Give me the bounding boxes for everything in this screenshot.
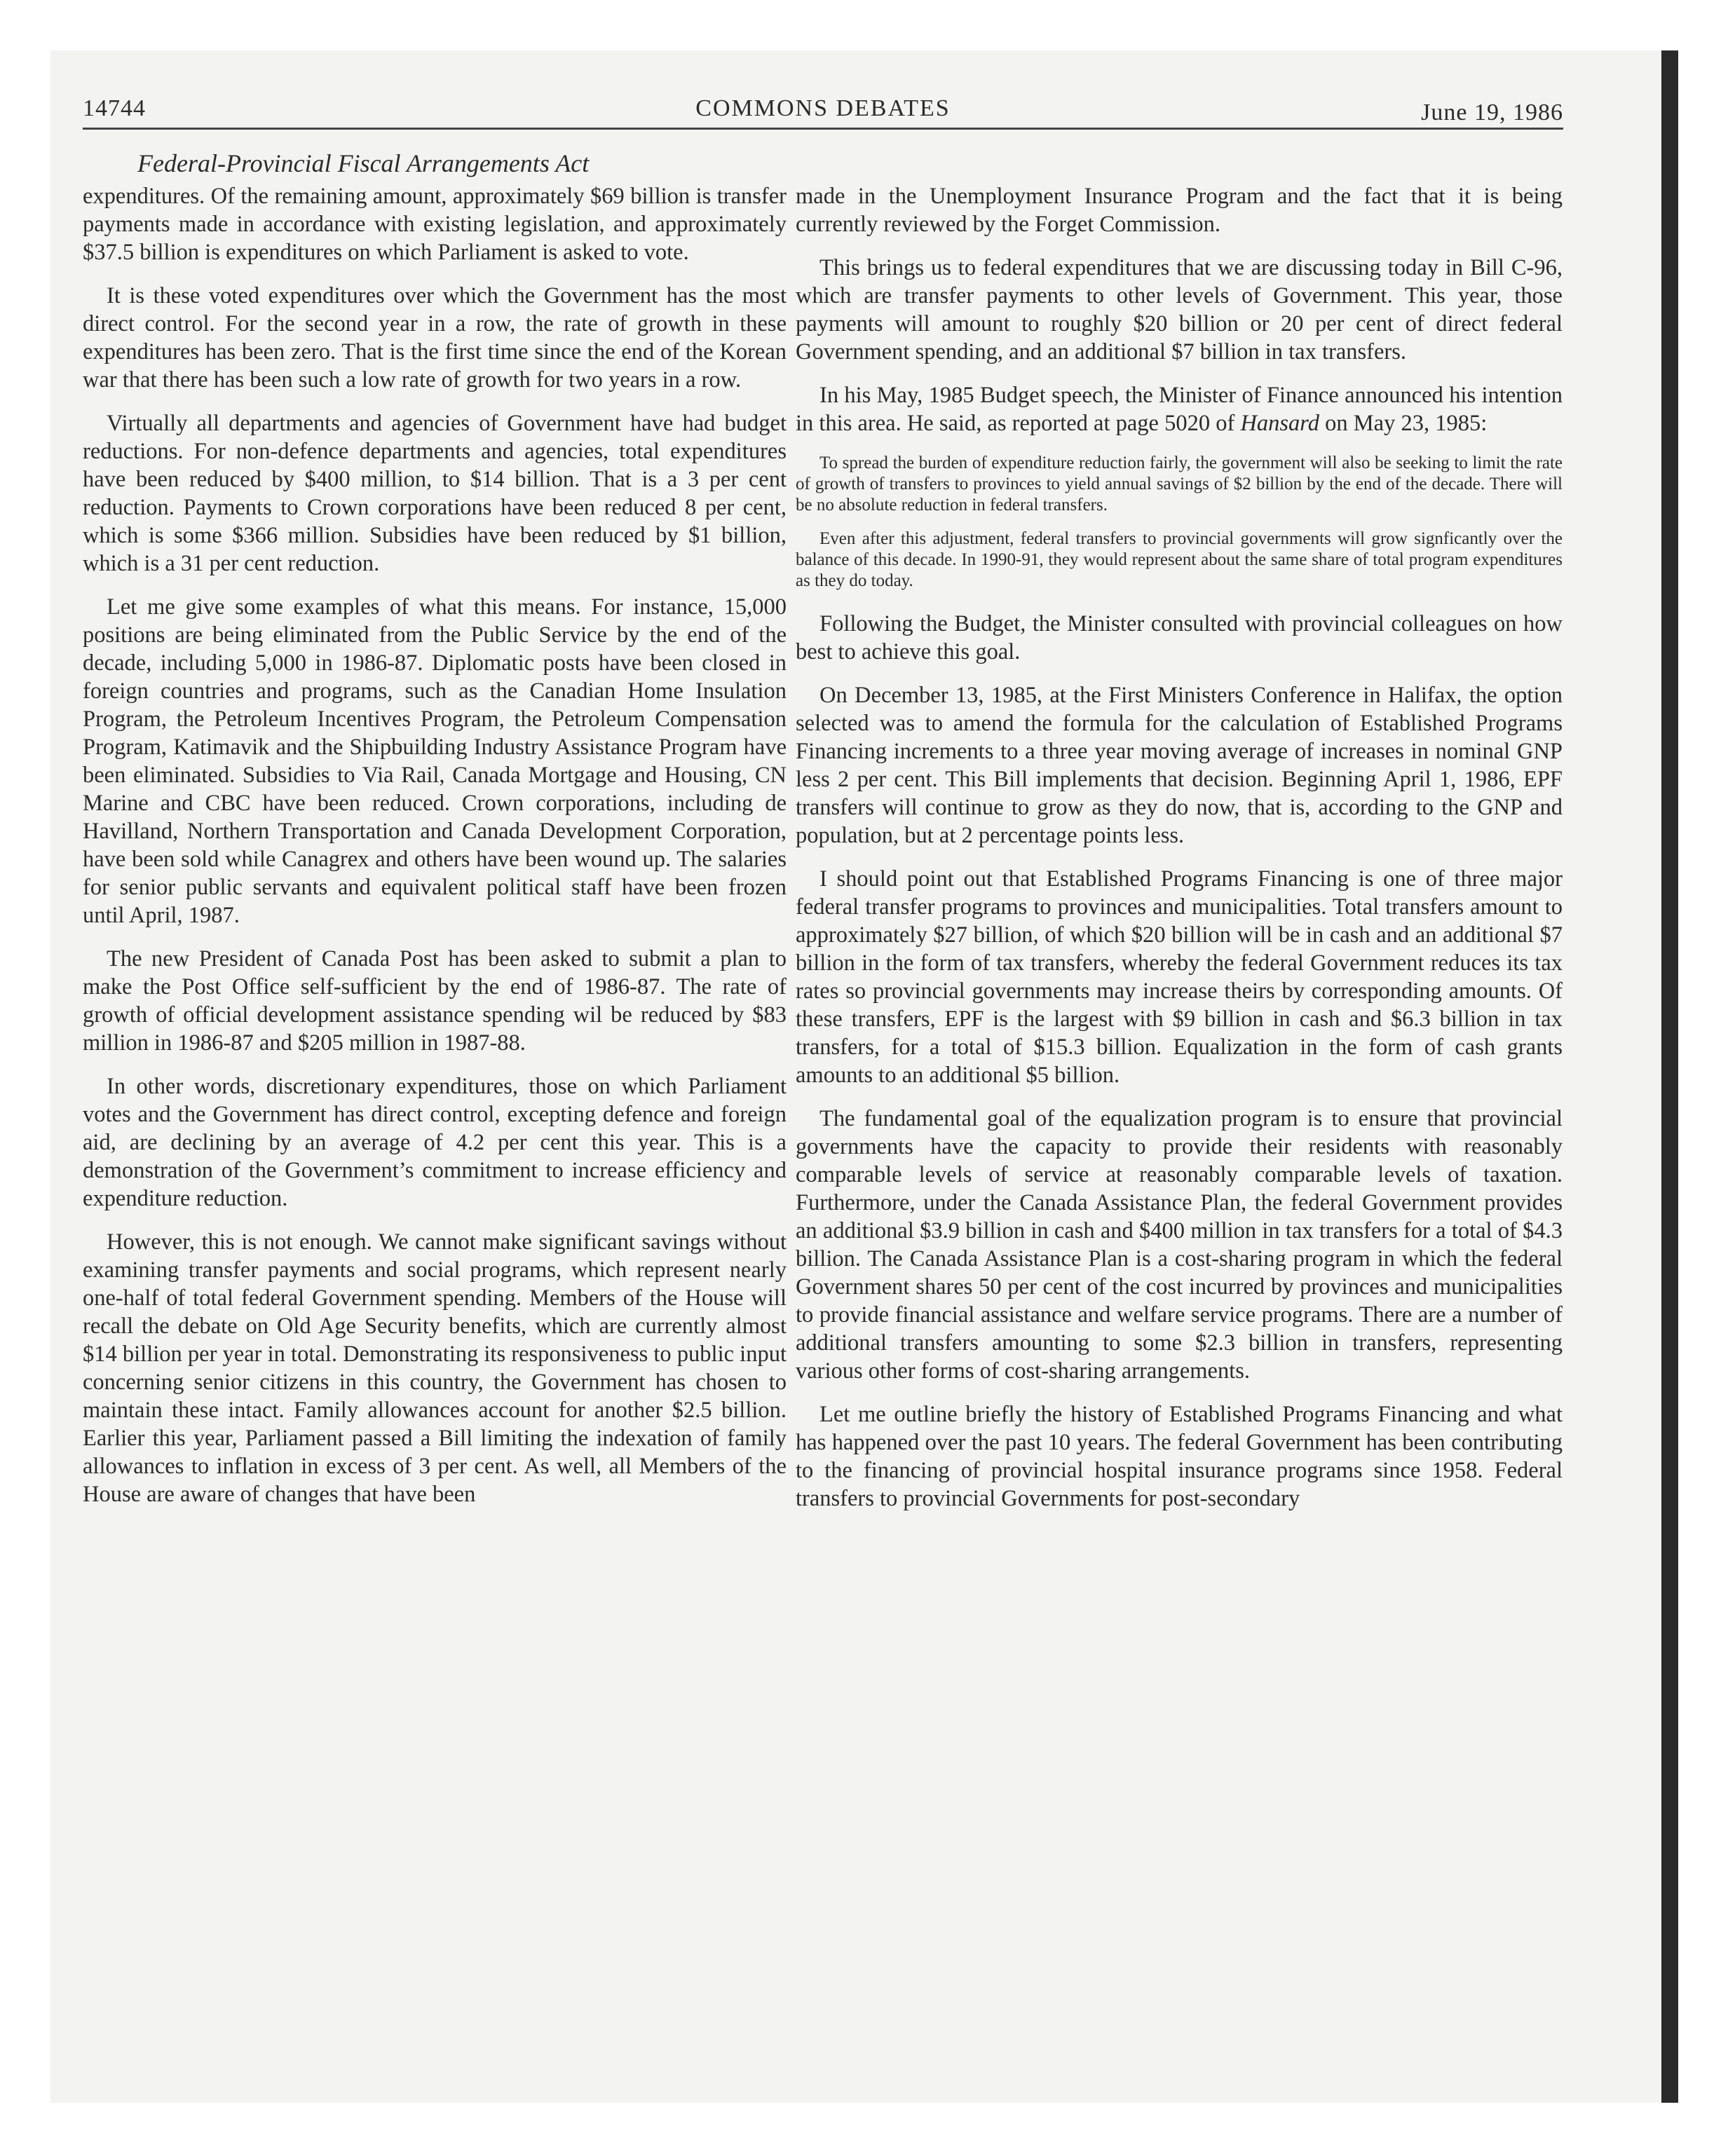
- paragraph-text: on May 23, 1985:: [1319, 411, 1488, 436]
- section-subhead: Federal-Provincial Fiscal Arrangements Act: [137, 149, 590, 177]
- paragraph: I should point out that Established Programs Financing is one of three major federal transfer programs to provinces and municipalities. Total transfers amount to approximately $27 billion, of which $20 billion will be in cash and an additional $7 billion in the form of tax transfers, whereby the federal Government reduces its tax rates so provincial governments may increase theirs by corresponding amounts. Of these transfers, EPF is the largest with $9 billion in cash and $6.3 billion in tax transfers, for a total of $15.3 billion. Equalization in the form of cash grants amounts to an additional $5 billion.: [796, 866, 1563, 1088]
- block-quote: To spread the burden of expenditure reduction fairly, the government will also be seeking to limit the rate of growth of transfers to provinces to yield annual savings of $2 billion by the end of the decade. There will be no absolute reduction in federal transfers.: [796, 453, 1563, 514]
- paragraph: However, this is not enough. We cannot make significant savings without examining transfer payments and social programs, which represent nearly one-half of total federal Government spending. Members of the House will recall the debate on Old Age Security benefits, which are currently almost $14 billion per year in total. Demonstrating its responsiveness to public input concerning senior citizens in this country, the Government has chosen to maintain these intact. Family allowances account for another $2.5 billion. Earlier this year, Parliament passed a Bill limiting the indexation of family allowances to inflation in excess of 3 per cent. As well, all Members of the House are aware of changes that have been: [83, 1229, 787, 1507]
- paragraph: On December 13, 1985, at the First Ministers Conference in Halifax, the option selected was to amend the formula for the calculation of Established Programs Financing increments to a three year moving average of increases in nominal GNP less 2 per cent. This Bill implements that decision. Beginning April 1, 1986, EPF transfers will continue to grow as they do now, that is, according to the GNP and population, but at 2 percentage points less.: [796, 683, 1563, 848]
- paragraph: Let me outline briefly the history of Established Programs Financing and what has happened over the past 10 years. The federal Government has been contributing to the financing of provincial hospital insurance programs since 1958. Federal transfers to provincial Governments for post-secondary: [796, 1402, 1563, 1511]
- header-rule: [83, 128, 1563, 130]
- paragraph-text: In his May, 1985 Budget speech, the Minister of Finance announced his intention in this area. He said, as reported at page 5020 of: [796, 383, 1563, 436]
- paragraph: Following the Budget, the Minister consulted with provincial colleagues on how best to achieve this goal.: [796, 611, 1563, 664]
- paragraph: In other words, discretionary expenditures, those on which Parliament votes and the Government has direct control, excepting defence and foreign aid, are declining by an average of 4.2 per cent this year. This is a demonstration of the Government’s commitment to increase efficiency and expenditure reduction.: [83, 1074, 787, 1211]
- scan-edge-shadow: [1661, 50, 1678, 2103]
- paragraph: Let me give some examples of what this means. For instance, 15,000 positions are being eliminated from the Public Service by the end of the decade, including 5,000 in 1986-87. Diplomatic posts have been closed in foreign countries and programs, such as the Canadian Home Insulation Program, the Petroleum Incentives Program, the Petroleum Compensation Program, Katimavik and the Shipbuilding Industry Assistance Program have been eliminated. Subsidies to Via Rail, Canada Mortgage and Housing, CN Marine and CBC have been reduced. Crown corporations, including de Havilland, Northern Transportation and Canada Development Corporation, have been sold while Canagrex and others have been wound up. The salaries for senior public servants and equivalent political staff have been frozen until April, 1987.: [83, 594, 787, 928]
- paragraph: made in the Unemployment Insurance Program and the fact that it is being currently reviewed by the Forget Commission.: [796, 184, 1563, 237]
- publication-title: COMMONS DEBATES: [695, 95, 951, 121]
- paragraph: The new President of Canada Post has been asked to submit a plan to make the Post Office self-sufficient by the end of 1986-87. The rate of growth of official development assistance spending wil be reduced by $83 million in 1986-87 and $205 million in 1987-88.: [83, 946, 787, 1056]
- paragraph: This brings us to federal expenditures that we are discussing today in Bill C-96, which are transfer payments to other levels of Government. This year, those payments will amount to roughly $20 billion or 20 per cent of direct federal Government spending, and an additional $7 billion in tax transfers.: [796, 255, 1563, 364]
- paragraph: Virtually all departments and agencies of Government have had budget reductions. For non-defence departments and agencies, total expenditures have been reduced by $400 million, to $14 billion. That is a 3 per cent reduction. Payments to Crown corporations have been reduced 8 per cent, which is some $366 million. Subsidies have been reduced by $1 billion, which is a 31 per cent reduction.: [83, 411, 787, 576]
- page-date: June 19, 1986: [1421, 100, 1563, 125]
- paragraph: [796, 381, 1563, 437]
- left-column: [83, 182, 787, 1524]
- paragraph: expenditures. Of the remaining amount, approximately $69 billion is transfer payments made in accordance with existing legislation, and approximately $37.5 billion is expenditures on which Parliament is asked to vote.: [83, 184, 787, 265]
- page-number: 14744: [83, 95, 146, 121]
- paragraph: The fundamental goal of the equalization program is to ensure that provincial governments have the capacity to provide their residents with reasonably comparable levels of service at reasonably comparable levels of taxation. Furthermore, under the Canada Assistance Plan, the federal Government provides an additional $3.9 billion in cash and $400 million in tax transfers for a total of $4.3 billion. The Canada Assistance Plan is a cost-sharing program in which the federal Government shares 50 per cent of the cost incurred by provinces and municipalities to provide financial assistance and welfare service programs. There are a number of additional transfers amounting to some $2.3 billion in transfers, representing various other forms of cost-sharing arrangements.: [796, 1106, 1563, 1384]
- right-column: [796, 182, 1563, 1528]
- paragraph: It is these voted expenditures over which the Government has the most direct control. For the second year in a row, the rate of growth in these expenditures has been zero. That is the first time since the end of the Korean war that there has been such a low rate of growth for two years in a row.: [83, 283, 787, 393]
- block-quote: Even after this adjustment, federal transfers to provincial governments will grow signficantly over the balance of this decade. In 1990-91, they would represent about the same share of total program expenditures as they do today.: [796, 529, 1563, 590]
- hansard-citation: Hansard: [1240, 411, 1319, 436]
